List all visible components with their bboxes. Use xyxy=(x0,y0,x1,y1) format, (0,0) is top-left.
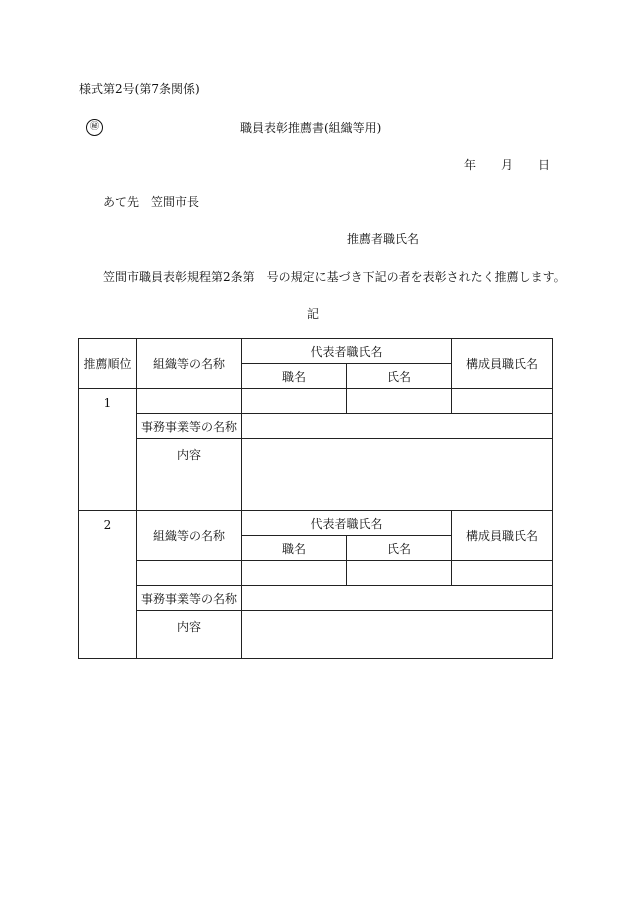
org-name-header: 組織等の名称 xyxy=(137,339,242,389)
name-header: 氏名 xyxy=(347,536,452,561)
project-name-label: 事務事業等の名称 xyxy=(137,586,242,611)
position-field[interactable] xyxy=(242,389,347,414)
name-field[interactable] xyxy=(347,561,452,586)
org-name-header: 組織等の名称 xyxy=(137,511,242,561)
document-title: 職員表彰推薦書(組織等用) xyxy=(240,121,382,135)
members-field[interactable] xyxy=(452,561,553,586)
representative-header: 代表者職氏名 xyxy=(242,511,452,536)
date-year-label: 年 xyxy=(464,158,477,172)
content-label: 内容 xyxy=(137,439,242,511)
position-field[interactable] xyxy=(242,561,347,586)
project-name-field[interactable] xyxy=(242,414,553,439)
members-field[interactable] xyxy=(452,389,553,414)
rank-cell: 2 xyxy=(79,511,137,659)
position-header: 職名 xyxy=(242,364,347,389)
recommendation-table xyxy=(78,338,553,659)
body-text: 笠間市職員表彰規程第2条第 号の規定に基づき下記の者を表彰されたく推薦します。 xyxy=(103,270,566,284)
project-name-field[interactable] xyxy=(242,586,553,611)
name-header: 氏名 xyxy=(347,364,452,389)
date-line xyxy=(464,156,550,173)
members-header: 構成員職氏名 xyxy=(452,511,553,561)
ki-heading: 記 xyxy=(307,307,320,321)
content-label: 内容 xyxy=(137,611,242,659)
content-field[interactable] xyxy=(242,611,553,659)
project-name-label: 事務事業等の名称 xyxy=(137,414,242,439)
confidential-mark-icon: ㊙ xyxy=(86,119,103,136)
rank-cell: 1 xyxy=(79,389,137,511)
position-header: 職名 xyxy=(242,536,347,561)
date-day-label: 日 xyxy=(538,158,551,172)
content-field[interactable] xyxy=(242,439,553,511)
addressee: あて先 笠間市長 xyxy=(103,195,200,209)
name-field[interactable] xyxy=(347,389,452,414)
org-name-field[interactable] xyxy=(137,389,242,414)
rank-header: 推薦順位 xyxy=(79,339,137,389)
form-number: 様式第2号(第7条関係) xyxy=(79,82,200,96)
members-header: 構成員職氏名 xyxy=(452,339,553,389)
recommender-label: 推薦者職氏名 xyxy=(347,232,420,246)
representative-header: 代表者職氏名 xyxy=(242,339,452,364)
org-name-field[interactable] xyxy=(137,561,242,586)
date-month-label: 月 xyxy=(501,158,514,172)
